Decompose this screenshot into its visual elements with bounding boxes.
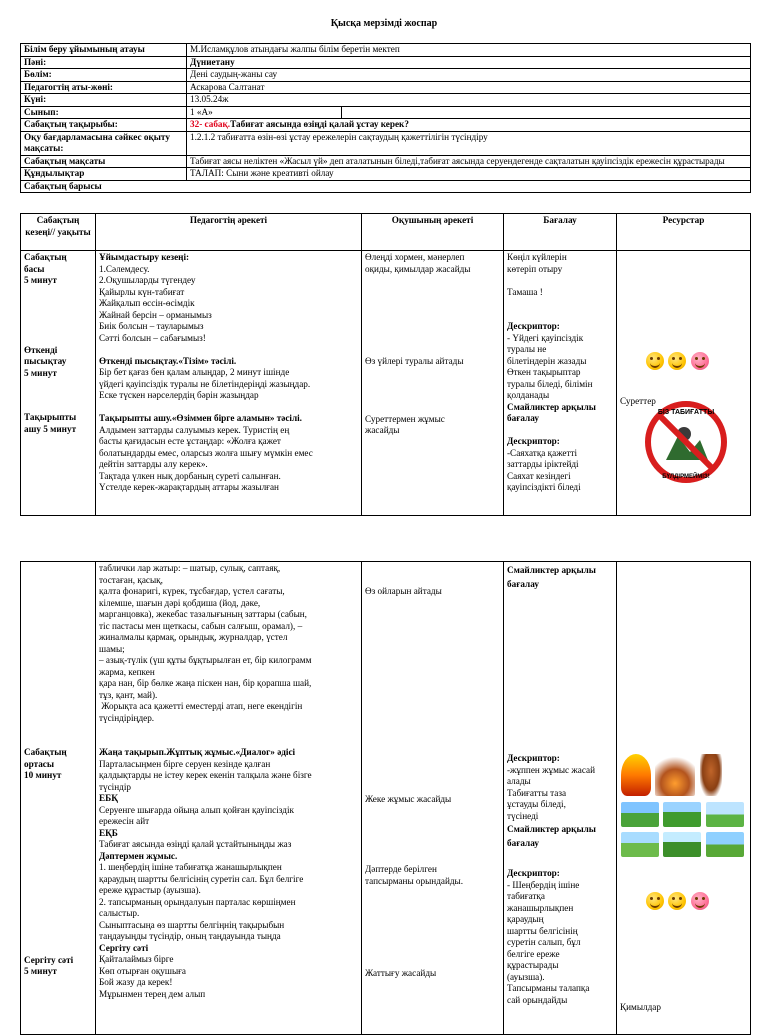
assess-descriptor2-title: Дескриптор:: [507, 436, 560, 446]
assess-smiley-top: Смайликтер арқылы бағалау: [507, 565, 596, 589]
svg-text:БІЗ ТАБИҒАТТЫ: БІЗ ТАБИҒАТТЫ: [657, 408, 715, 416]
assessment-column-p2: [504, 562, 617, 1035]
info-value: Аскарова Салтанат: [187, 81, 751, 94]
stage-beginning: Сабақтың басы 5 минут: [24, 252, 67, 285]
resource-pictures: Суреттер: [620, 396, 656, 406]
stage-review: Өткенді пысықтау 5 минут: [24, 344, 67, 378]
assess-mid-title: Дескриптор:: [507, 753, 560, 763]
resource-movements: Қимылдар: [620, 1001, 661, 1012]
smiley-row: [620, 352, 747, 380]
info-value: М.Исламқұлов атындағы жалпы білім беретін мектеп: [187, 44, 751, 57]
ekb-line: Табиғат аясында өзіңді қалай ұстайтыныңды жаз: [99, 839, 292, 849]
info-row: [21, 94, 751, 107]
smiley-icon: [691, 892, 709, 910]
teacher-review-title: Өткенді пысықтау.«Тізім» тәсілі.: [99, 355, 237, 366]
lesson-stages-table: [20, 213, 751, 516]
smiley-icon: [646, 352, 664, 370]
picnic-picture-icon: [621, 802, 659, 827]
student-exercise: Жаттығу жасайды: [365, 968, 437, 978]
workbook-lines: 1. шеңбердің ішіне табиғатқа жанашырлықпен қараудың шартты белгісінің суретін сал. Бұл белгіге ереже құрастыр (ауызша). 2. тапсырманың орындалуын парталас көршіңмен салыстыр. Сыныптасыңа өз шартты белгіңнің тақырыбын таңдауыңды түсіндір, оның таңдауында тыңда: [99, 862, 304, 941]
smiley-row-p2: [620, 892, 747, 920]
stage-column: [21, 251, 96, 516]
student-home-talk: Өз үйлері туралы айтады: [365, 356, 464, 366]
svg-text:БҮЛДІРМЕЙМІЗ!: БҮЛДІРМЕЙМІЗ!: [662, 473, 710, 480]
forest-picture-icon: [663, 832, 701, 857]
class-empty: [342, 106, 751, 119]
info-value: Дүниетану: [187, 56, 751, 69]
header-assessment: Бағалау: [504, 214, 617, 251]
trees-picture-icon: [663, 802, 701, 827]
ebk-title: ЕБҚ: [99, 793, 118, 803]
assess-mood: Көңіл күйлерін көтеріп отыру: [507, 252, 567, 274]
values-row: [21, 168, 751, 181]
smiley-icon: [668, 892, 686, 910]
nature-pictures: [620, 753, 747, 862]
info-label: Сабақтың тақырыбы:: [21, 119, 187, 132]
stages-header-row: [21, 214, 751, 251]
info-row: [21, 106, 751, 119]
children-picture-icon: [706, 802, 744, 827]
progress-row: [21, 180, 751, 193]
squirrel-picture-icon: [700, 754, 722, 796]
assess-descriptor2-lines: -Саяхатқа қажетті заттарды іріктейді Саяхат кезіндегі қауіпсіздікті біледі: [507, 447, 581, 492]
info-value: Табиғат аясы неліктен «Жасыл үй» деп аталатынын біледі,табиғат аясында серуендегенде сақталатын қауіпсіздік ережесін құрастырады: [187, 155, 751, 168]
fire-picture-icon: [621, 754, 651, 796]
topic-value: [187, 119, 751, 132]
stages-row-page1: [21, 251, 751, 516]
info-label: Пәні:: [21, 56, 187, 69]
header-resources: Ресурстар: [617, 214, 751, 251]
teacher-org-lines: 1.Сәлемдесу. 2.Оқушыларды түгендеу Қайырлы күн-табиғат Жайқалып өссін-өсімдік Жайнай берсін – орманымыз Биік болсын – тауларымыз Сәтті болсын – сабағымыз!: [99, 263, 212, 343]
teacher-review-lines: Бір бет қағаз бен қалам алыңдар, 2 минут ішінде үйдегі қауіпсіздік туралы не білетіндеріңді жазыңдар. Еске түскен нәрселердің бәрін жазыңдар: [99, 367, 311, 400]
info-row: [21, 56, 751, 69]
info-row: [21, 81, 751, 94]
info-label: Бөлім:: [21, 69, 187, 82]
smiley-icon: [646, 892, 664, 910]
header-stage: Сабақтың кезеңі// уақыты: [21, 214, 96, 251]
info-label: Оқу бағдарламасына сәйкес оқыту мақсаты:: [21, 131, 187, 155]
assess-descriptor-lines: - Үйдегі қауіпсіздік туралы не білетіндерін жазады Өткен тақырыптар туралы біледі, білімін қолданады: [507, 332, 593, 400]
assessment-column: [504, 251, 617, 516]
stage-middle: Сабақтың ортасы 10 минут: [24, 747, 67, 780]
info-label: Күні:: [21, 94, 187, 107]
break-lines: Қайталаймыз бірге Көп отырған оқушыға Бой жазу да керек! Мұрынмен терең дем алып: [99, 954, 206, 999]
resources-column-p2: [617, 562, 751, 1035]
info-value: 13.05.24ж: [187, 94, 751, 107]
lesson-topic: Табиғат аясында өзіңді қалай ұстау керек?: [230, 119, 409, 129]
student-workbook: Дәптерде берілген тапсырманы орындайды.: [365, 864, 464, 886]
assess-great: Тамаша !: [507, 286, 543, 297]
page-title: Қысқа мерзімді жоспар: [330, 18, 438, 29]
stage-column-p2: [21, 562, 96, 1035]
topic-row: [21, 119, 751, 132]
assess-smiley-title: Смайликтер арқылы бағалау: [507, 401, 596, 423]
student-actions-p2: [362, 562, 504, 1035]
info-row: [21, 69, 751, 82]
student-actions: [362, 251, 504, 516]
lesson-number: 32- сабақ.: [190, 119, 231, 129]
planting-picture-icon: [706, 832, 744, 857]
teacher-new-lines: Парталасыңмен бірге серуен кезінде қалған қалдықтарды не істеу керек екенін талқыла және бізге түсіндір: [99, 758, 312, 792]
stages-row-page2: [21, 562, 751, 1035]
workbook-title: Дәптермен жұмыс.: [99, 850, 178, 861]
header-teacher: Педагогтің әрекеті: [96, 214, 362, 251]
info-label: Құндылықтар: [21, 168, 187, 181]
resources-column: [617, 251, 751, 516]
info-label: Педагогтің аты-жөні:: [21, 81, 187, 94]
objectives-row: [21, 131, 751, 155]
no-littering-sign-icon: [644, 400, 728, 484]
cleanup-picture-icon: [621, 832, 659, 857]
stage-break: Сергіту сәті 5 минут: [24, 954, 74, 976]
ekb-title: ЕҚБ: [99, 827, 118, 838]
teacher-org-title: Ұйымдастыру кезеңі:: [99, 252, 190, 262]
teacher-items-lines: таблички лар жатыр: – шатыр, сулық, саптаяқ, тостаған, қасық, қалта фонаригі, күрек, тұсбағдар, үстел сағаты, кілемше, шағын дәрі қобдиша (йод, дәке, марганцовка), жекебас тазалығының заттары (сабын, тіс пастасы мен щеткасы, сабын салғыш, орамал), – жиналмалы қармақ, орындық, журналдар, үстел шамы; – азық-түлік (үш құты бұқтырылған ет, бір килограмм жарма, кепкен қара нан, бір бөлке жаңа піскен нан, бір қорапша шай, тұз, қант, май). Жорықта аса қажетті еместерді атап, неге екендігін түсіндіріңдер.: [99, 563, 312, 723]
assess-descriptor-title: Дескриптор:: [507, 321, 560, 331]
assess-low-lines: - Шеңбердің ішіне табиғатқа жанашырлықпен қараудың шартты белгісінің суретін салып, бұл белгіге ереже құрастырады (ауызша). Тапсырманы талапқа сай орындайды: [507, 879, 590, 1005]
ebk-lines: Серуенге шығарда ойыңа алып қойған қауіпсіздік ережесін айт: [99, 804, 294, 826]
info-row: [21, 44, 751, 57]
teacher-actions: [96, 251, 362, 516]
header-student: Оқушының әрекеті: [362, 214, 504, 251]
student-poem: Өлеңді хормен, мәнерлеп оқиды, қимылдар жасайды: [365, 252, 471, 274]
lesson-info-table: [20, 43, 751, 193]
student-pictures: Суреттермен жұмыс жасайды: [365, 413, 445, 435]
info-value: ТАЛАП: Сыни және креативті ойлау: [187, 168, 751, 181]
smiley-icon: [668, 352, 686, 370]
stage-topic: Тақырыпты ашу 5 минут: [24, 412, 77, 434]
info-value: 1.2.1.2 табиғатта өзін-өзі ұстау ережелерін сақтаудың қажеттілігін түсіндіру: [187, 131, 751, 155]
assess-mid-smiley: Смайликтер арқылы бағалау: [507, 824, 596, 848]
teacher-new-title: Жаңа тақырып.Жұптық жұмыс.«Диалог» әдісі: [99, 747, 296, 757]
class-value: 1 «А»: [187, 106, 342, 119]
assess-mid-lines: -жұппен жұмыс жасай алады Табиғатты таза ұстауды біледі, түсінеді: [507, 764, 596, 821]
info-label: Сынып:: [21, 106, 187, 119]
student-opinions: Өз ойларын айтады: [365, 586, 442, 596]
student-individual: Жеке жұмыс жасайды: [365, 793, 452, 804]
teacher-actions-p2: [96, 562, 362, 1035]
progress-heading: Сабақтың барысы: [21, 180, 751, 193]
smiley-icon: [691, 352, 709, 370]
lesson-stages-table-page2: [20, 561, 751, 1035]
goal-row: [21, 155, 751, 168]
info-value: Дені саудың-жаны сау: [187, 69, 751, 82]
teacher-topic-lines: Алдымен заттарды салуымыз керек. Туристің ең басты қағидасын есте ұстаңдар: «Жолға қажет болатындарды емес, оларсыз жолға шығу мүмкін емес дейтін заттарды алу керек». Тақтада үлкен нық дорбаның суреті салынған. Үстелде керек-жарақтардың аттары жазылған: [99, 424, 313, 492]
campfire-picture-icon: [655, 754, 695, 796]
info-label: Сабақтың мақсаты: [21, 155, 187, 168]
assess-low-title: Дескриптор:: [507, 868, 560, 878]
info-label: Білім беру ұйымының атауы: [21, 44, 187, 57]
break-title: Сергіту сәті: [99, 942, 149, 953]
teacher-topic-title: Тақырыпты ашу.«Өзіммен бірге аламын» тәсілі.: [99, 413, 302, 423]
